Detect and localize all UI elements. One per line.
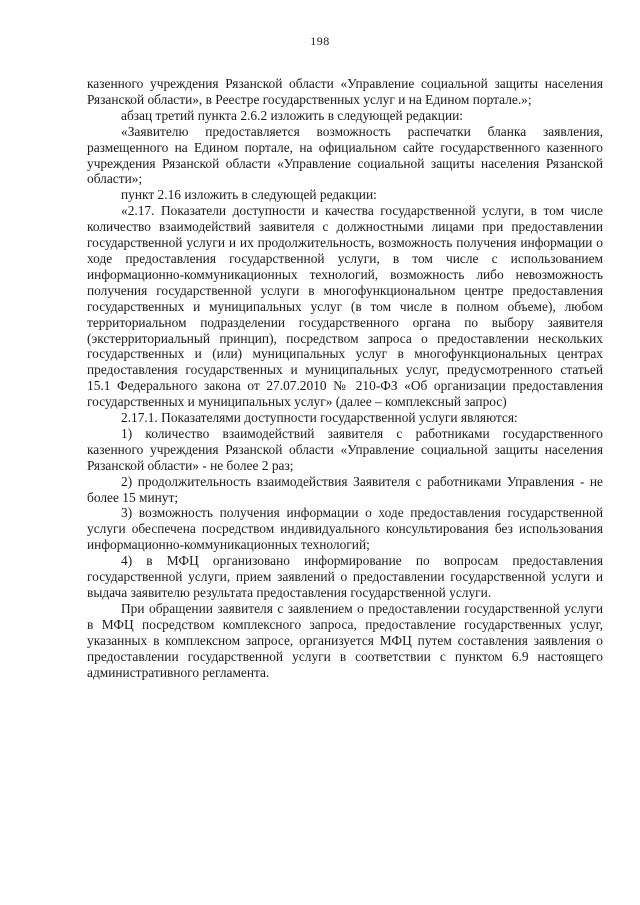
list-item-4: 4) в МФЦ организовано информирование по вопросам предоставления государственной услуги, прием заявлений о предоставлении государственной услуги и выдача заявителю результата предоставления государственной услуги. <box>87 553 603 600</box>
page-number: 198 <box>310 34 330 48</box>
list-item-1: 1) количество взаимодействий заявителя с работниками государственного казенного учреждения Рязанской области «Управление социальной защиты населения Рязанской области» - не более 2 раз; <box>87 425 603 473</box>
paragraph-complex-request: При обращении заявителя с заявлением о предоставлении государственной услуги в МФЦ посредством комплексного запроса, предоставление государственных услуг, указанных в комплексном запросе, организуется МФЦ путем составления заявления о предоставлении государственной услуги в соответствии с пунктом 6.9 настоящего административного регламента. <box>87 600 603 680</box>
document-body <box>87 76 603 680</box>
list-item-2: 2) продолжительность взаимодействия Заявителя с работниками Управления - не более 15 минут; <box>87 473 603 505</box>
paragraph-registry-continuation: казенного учреждения Рязанской области «Управление социальной защиты населения Рязанской области», в Реестре государственных услуг и на Едином портале.»; <box>87 76 603 107</box>
paragraph-amendment-2-6-2: абзац третий пункта 2.6.2 изложить в следующей редакции: <box>121 107 463 123</box>
paragraph-amendment-2-16: пункт 2.16 изложить в следующей редакции: <box>121 187 377 203</box>
list-item-3: 3) возможность получения информации о ходе предоставления государственной услуги обеспечена посредством индивидуального консультирования без использования информационно-коммуникационных технологий; <box>87 505 603 553</box>
paragraph-2-17-1: 2.17.1. Показателями доступности государственной услуги являются: <box>121 410 518 426</box>
paragraph-form-printing: «Заявителю предоставляется возможность распечатки бланка заявления, размещенного на Едином портале, на официальном сайте государственного казенного учреждения Рязанской области «Управление социальной защиты населения Рязанской области»; <box>87 123 603 187</box>
paragraph-2-17: «2.17. Показатели доступности и качества государственной услуги, в том числе количество взаимодействий заявителя с должностными лицами при предоставлении государственной услуги и их продолжительность, возможность получения информации о ходе предоставления государственной услуги, в том числе с использованием информационно-коммуникационных технологий, возможность либо невозможность получения государственной услуги в многофункциональном центре предоставления государственных и муниципальных услуг (в том числе в полном объеме), любом территориальном подразделении государственного органа по выбору заявителя (экстерриториальный принцип), посредством запроса о предоставлении нескольких государственных и (или) муниципальных услуг в многофункциональных центрах предоставления государственных и муниципальных услуг, предусмотренного статьей 15.1 Федерального закона от 27.07.2010 № 210-ФЗ «Об организации предоставления государственных и муниципальных услуг» (далее – комплексный запрос) <box>87 203 603 410</box>
